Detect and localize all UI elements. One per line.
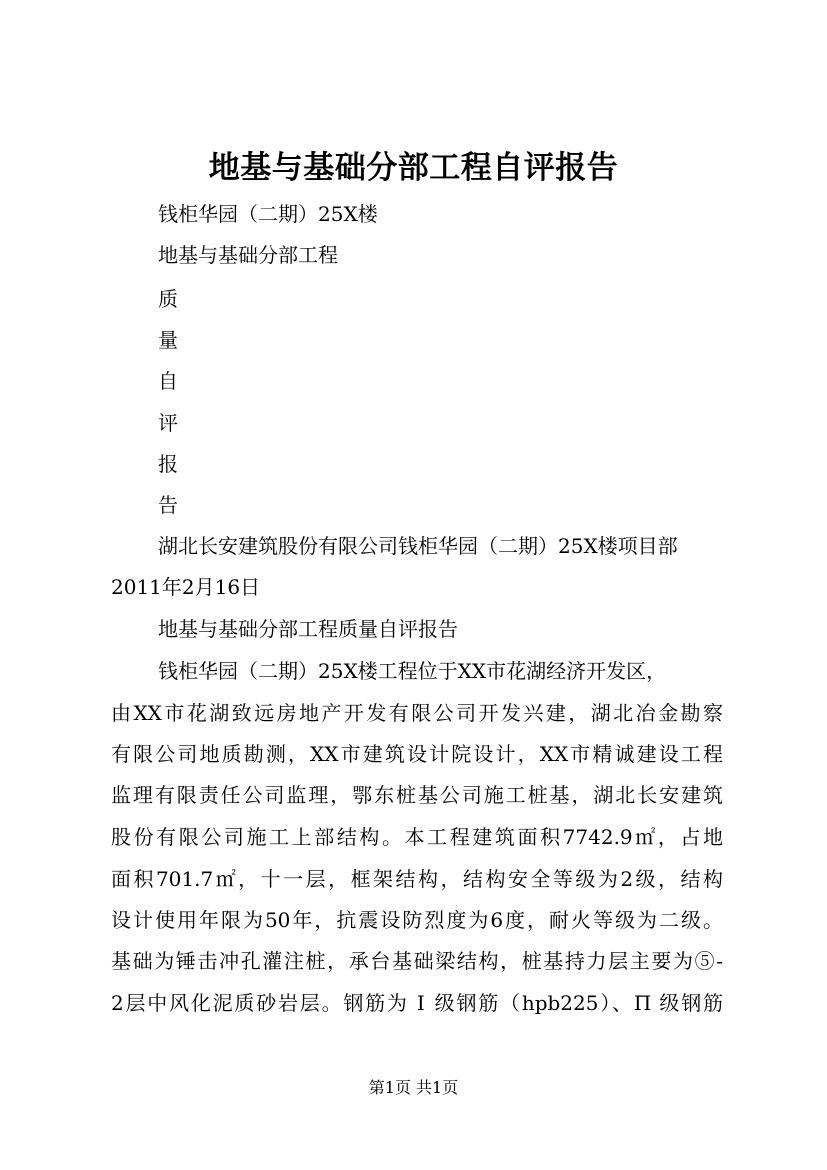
body-line: 2层中风化泥质砂岩层。钢筋为 Ⅰ 级钢筋（hpb225）、Π 级钢筋 [111, 991, 723, 1015]
vertical-title-char: 质 [158, 287, 178, 311]
vertical-title-char: 报 [158, 452, 178, 476]
page-number-footer: 第1页 共1页 [368, 1078, 459, 1097]
vertical-title-char: 告 [158, 493, 178, 517]
vertical-title-char: 自 [158, 369, 178, 393]
body-line: 股份有限公司施工上部结构。本工程建筑面积7742.9㎡，占地 [111, 825, 723, 849]
document-title: 地基与基础分部工程自评报告 [208, 150, 619, 186]
body-line: 基础为锤击冲孔灌注桩，承台基础梁结构，桩基持力层主要为⑤- [111, 949, 723, 973]
body-line: 有限公司地质勘测，XX市建筑设计院设计，XX市精诚建设工程 [111, 742, 723, 766]
body-line: 面积701.7㎡，十一层，框架结构，结构安全等级为2级，结构 [111, 867, 723, 891]
section-heading: 地基与基础分部工程质量自评报告 [158, 617, 458, 641]
date-line: 2011年2月16日 [111, 575, 261, 599]
project-name-line: 钱柜华园（二期）25X楼 [158, 202, 378, 226]
body-line: 设计使用年限为50年，抗震设防烈度为6度，耐火等级为二级。 [111, 908, 723, 932]
body-line: 钱柜华园（二期）25X楼工程位于XX市花湖经济开发区， [158, 659, 667, 683]
body-line: 由XX市花湖致远房地产开发有限公司开发兴建，湖北冶金勘察 [111, 701, 723, 725]
body-line: 监理有限责任公司监理，鄂东桩基公司施工桩基，湖北长安建筑 [111, 783, 723, 807]
vertical-title-char: 量 [158, 328, 178, 352]
vertical-title-char: 评 [158, 411, 178, 435]
company-line: 湖北长安建筑股份有限公司钱柜华园（二期）25X楼项目部 [158, 534, 678, 558]
subproject-line: 地基与基础分部工程 [158, 243, 338, 267]
